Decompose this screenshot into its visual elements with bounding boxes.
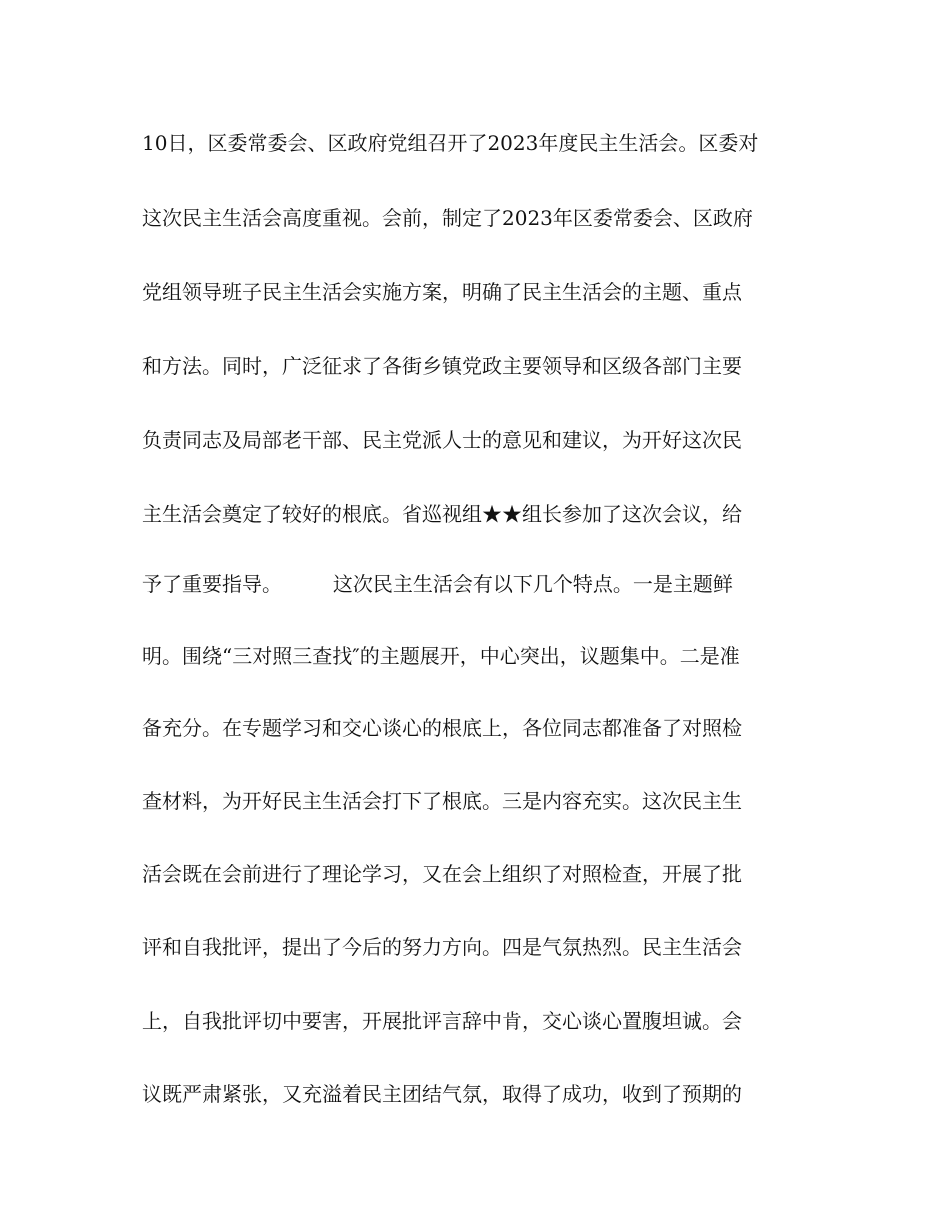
paragraph-line-14: 议既严肃紧张，又充溢着民主团结气氛，取得了成功，收到了预期的: [142, 1082, 742, 1106]
paragraph-line-8: 明。围绕“三对照三查找″的主题展开，中心突出，议题集中。二是准: [142, 644, 740, 668]
paragraph-line-11: 活会既在会前进行了理论学习，又在会上组织了对照检查，开展了批: [142, 862, 742, 886]
paragraph-line-3: 党组领导班子民主生活会实施方案，明确了民主生活会的主题、重点: [142, 280, 742, 304]
paragraph-line-4: 和方法。同时，广泛征求了各街乡镇党政主要领导和区级各部门主要: [142, 354, 742, 378]
paragraph-line-1: 10日，区委常委会、区政府党组召开了2023年度民主生活会。区委对: [142, 131, 759, 155]
paragraph-line-9: 备充分。在专题学习和交心谈心的根底上，各位同志都准备了对照检: [142, 716, 742, 740]
paragraph-line-2: 这次民主生活会高度重视。会前，制定了2023年区委常委会、区政府: [142, 206, 753, 230]
paragraph-line-12: 评和自我批评，提出了今后的努力方向。四是气氛热烈。民主生活会: [142, 935, 742, 959]
paragraph-line-7: 予了重要指导。 这次民主生活会有以下几个特点。一是主题鲜: [142, 572, 733, 596]
paragraph-line-10: 查材料，为开好民主生活会打下了根底。三是内容充实。这次民主生: [142, 789, 742, 813]
paragraph-line-6: 主生活会奠定了较好的根底。省巡视组★★组长参加了这次会议，给: [142, 502, 742, 526]
paragraph-line-5: 负责同志及局部老干部、民主党派人士的意见和建议，为开好这次民: [142, 428, 742, 452]
paragraph-line-13: 上，自我批评切中要害，开展批评言辞中肯，交心谈心置腹坦诚。会: [142, 1009, 742, 1033]
